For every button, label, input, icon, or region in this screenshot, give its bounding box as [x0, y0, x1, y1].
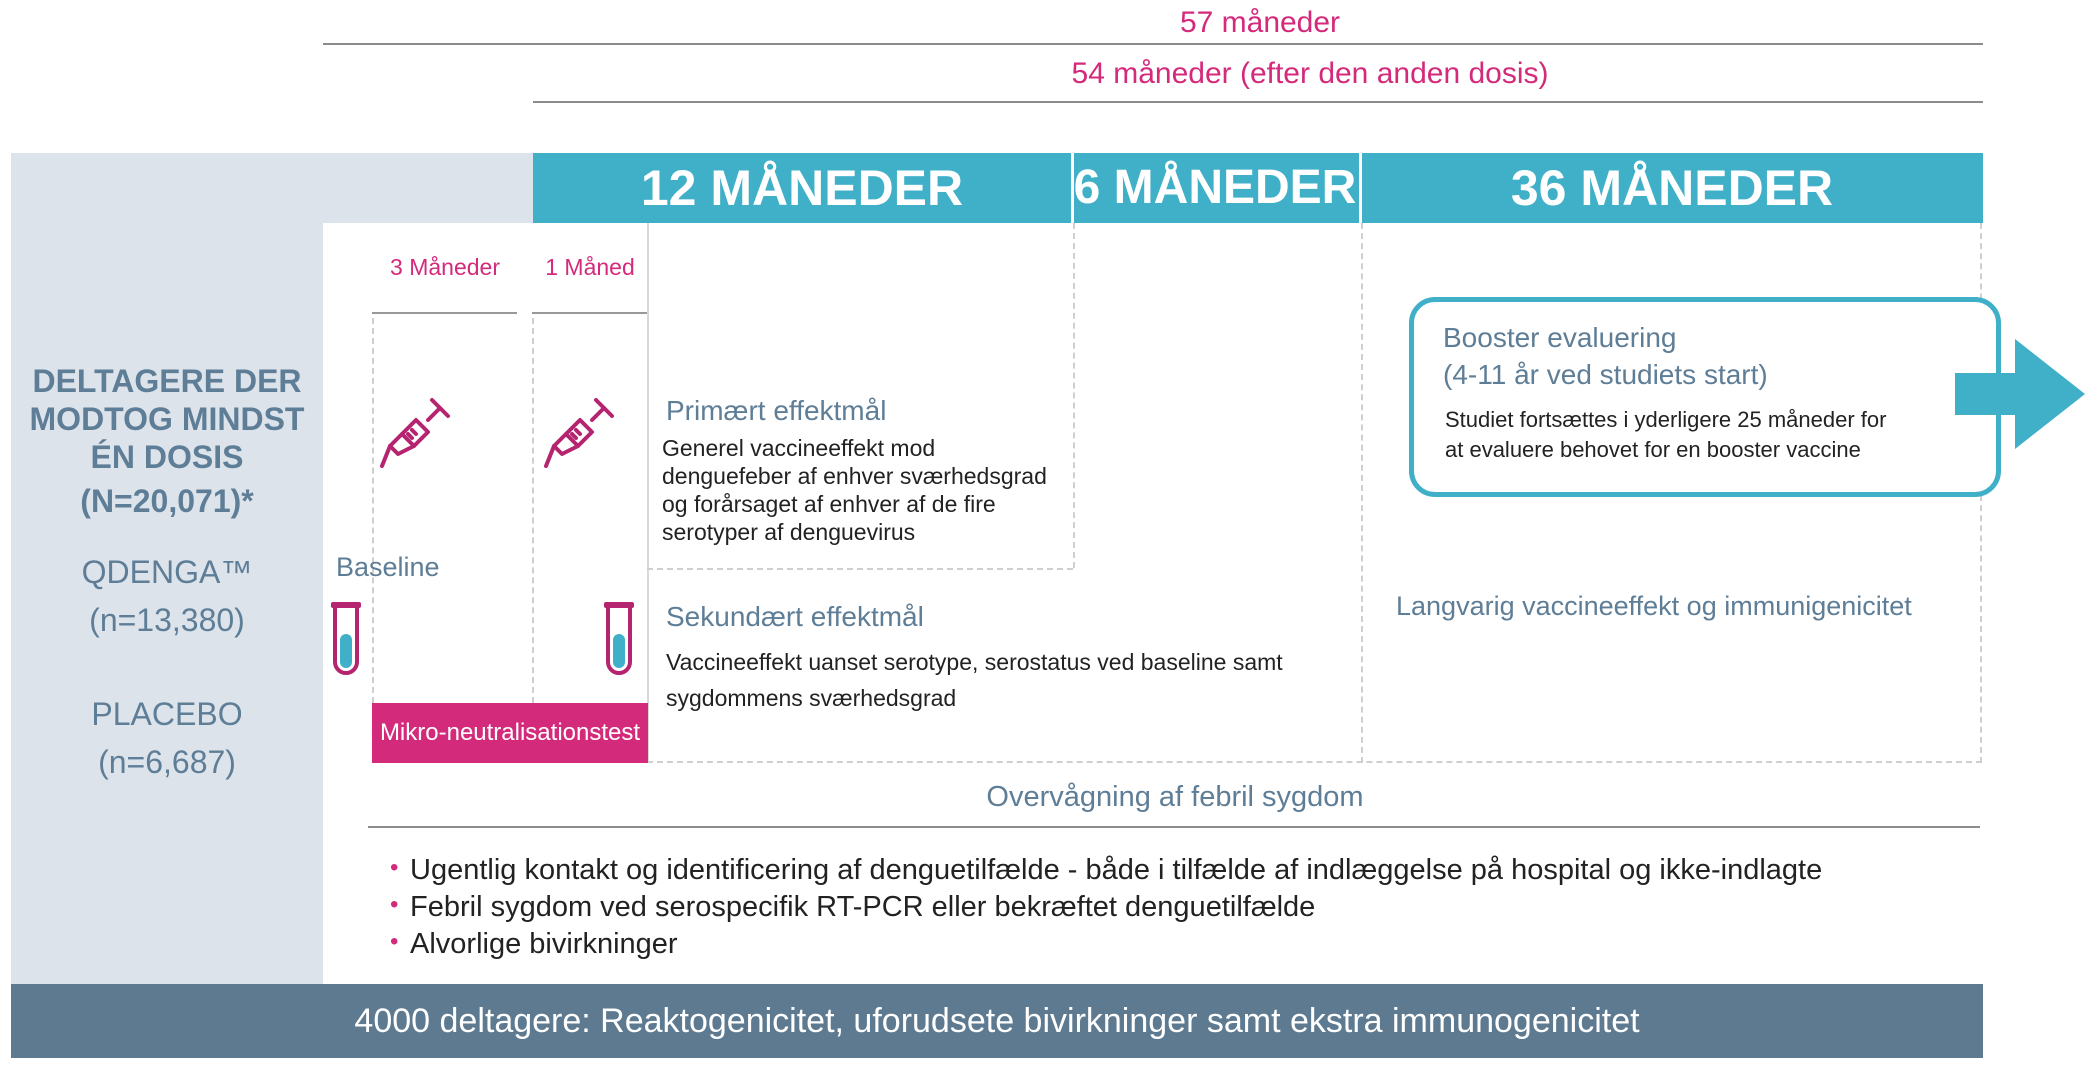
- header-blank-cell: [323, 153, 533, 223]
- grid-line: [1073, 223, 1075, 568]
- grid-line: [647, 568, 1073, 570]
- booster-evaluation-line: Studiet fortsættes i yderligere 25 måneder for: [1445, 407, 1887, 432]
- placebo-group: [11, 690, 323, 786]
- three-months-interval-label: 3 Måneder: [390, 254, 500, 280]
- participants-title-line: ÉN DOSIS: [90, 439, 244, 475]
- after-dose-duration-label: 54 måneder (efter den anden dosis): [1071, 57, 1549, 90]
- baseline-label: Baseline: [336, 552, 440, 582]
- one-month-interval-line: [532, 312, 648, 314]
- primary-endpoint-title: Primært effektmål: [666, 395, 887, 426]
- monitoring-divider: [368, 826, 1980, 828]
- grid-line: [1361, 223, 1363, 763]
- participants-title: [11, 362, 323, 520]
- participants-total: (N=20,071)*: [80, 483, 254, 519]
- grid-line: [647, 223, 649, 763]
- syringe-icon: [542, 396, 616, 472]
- header-divider: [1359, 153, 1362, 223]
- total-duration-label: 57 måneder: [1179, 6, 1341, 39]
- monitoring-bullet: • Febril sygdom ved serospecifik RT-PCR eller bekræftet denguetilfælde: [390, 891, 1316, 923]
- grid-line: [647, 761, 1982, 763]
- syringe-icon: [378, 396, 452, 472]
- primary-endpoint-line: Generel vaccineeffekt mod: [662, 435, 936, 461]
- primary-endpoint-line: og forårsaget af enhver af de fire: [662, 491, 996, 517]
- monitoring-bullet-text: Ugentlig kontakt og identificering af denguetilfælde - både i tilfælde af indlæggelse på hospital og ikke-indlagte: [410, 854, 1823, 886]
- grid-line: [532, 318, 534, 703]
- header-divider: [1071, 153, 1074, 223]
- after-dose-duration-line: [533, 101, 1983, 103]
- booster-evaluation-subtitle: (4-11 år ved studiets start): [1443, 359, 1768, 390]
- placebo-label: PLACEBO: [91, 696, 243, 732]
- primary-endpoint-text: [662, 434, 1047, 546]
- qdenga-count: (n=13,380): [89, 602, 245, 638]
- footer-participants-bar: 4000 deltagere: Reaktogenicitet, uforudsete bivirkninger samt ekstra immunogenicitet: [11, 984, 1983, 1058]
- placebo-count: (n=6,687): [98, 744, 236, 780]
- secondary-endpoint-title: Sekundært effektmål: [666, 601, 924, 632]
- one-month-interval-label: 1 Måned: [545, 254, 635, 280]
- booster-evaluation-text: [1445, 405, 1886, 465]
- long-term-efficacy-label: Langvarig vaccineeffekt og immunigenicitet: [1396, 591, 1912, 621]
- monitoring-bullet-text: Febril sygdom ved serospecifik RT-PCR eller bekræftet denguetilfælde: [410, 891, 1316, 923]
- secondary-endpoint-text: [666, 644, 1283, 716]
- grid-line: [372, 318, 374, 703]
- test-tube-icon: [602, 600, 636, 678]
- participants-title-line: MODTOG MINDST: [29, 401, 305, 437]
- monitoring-bullet: • Alvorlige bivirkninger: [390, 928, 678, 960]
- monitoring-title: Overvågning af febril sygdom: [986, 781, 1364, 813]
- total-duration-line: [323, 43, 1983, 45]
- primary-endpoint-line: serotyper af denguevirus: [662, 519, 916, 545]
- primary-endpoint-line: denguefeber af enhver sværhedsgrad: [662, 463, 1047, 489]
- test-tube-icon: [329, 600, 363, 678]
- booster-evaluation-line: at evaluere behovet for en booster vaccine: [1445, 437, 1861, 462]
- three-months-interval-line: [372, 312, 517, 314]
- micro-neutralisation-test-bar: Mikro-neutralisationstest: [372, 703, 648, 763]
- qdenga-group: [11, 548, 323, 644]
- qdenga-label: QDENGA™: [81, 554, 253, 590]
- secondary-endpoint-line: Vaccineeffekt uanset serotype, serostatus ved baseline samt: [666, 649, 1283, 675]
- booster-evaluation-title: Booster evaluering: [1443, 322, 1677, 353]
- continuation-arrow-icon: [1955, 339, 2092, 449]
- phase-6-months-header: 6 MÅNEDER: [1073, 161, 1357, 214]
- secondary-endpoint-line: sygdommens sværhedsgrad: [666, 685, 957, 711]
- monitoring-bullet-text: Alvorlige bivirkninger: [410, 928, 678, 960]
- participants-title-line: DELTAGERE DER: [32, 363, 302, 399]
- phase-36-months-header: 36 MÅNEDER: [1510, 160, 1834, 216]
- phase-12-months-header: 12 MÅNEDER: [640, 160, 964, 216]
- monitoring-bullet: • Ugentlig kontakt og identificering af denguetilfælde - både i tilfælde af indlæggelse på hospital og ikke-indlagte: [390, 854, 1823, 886]
